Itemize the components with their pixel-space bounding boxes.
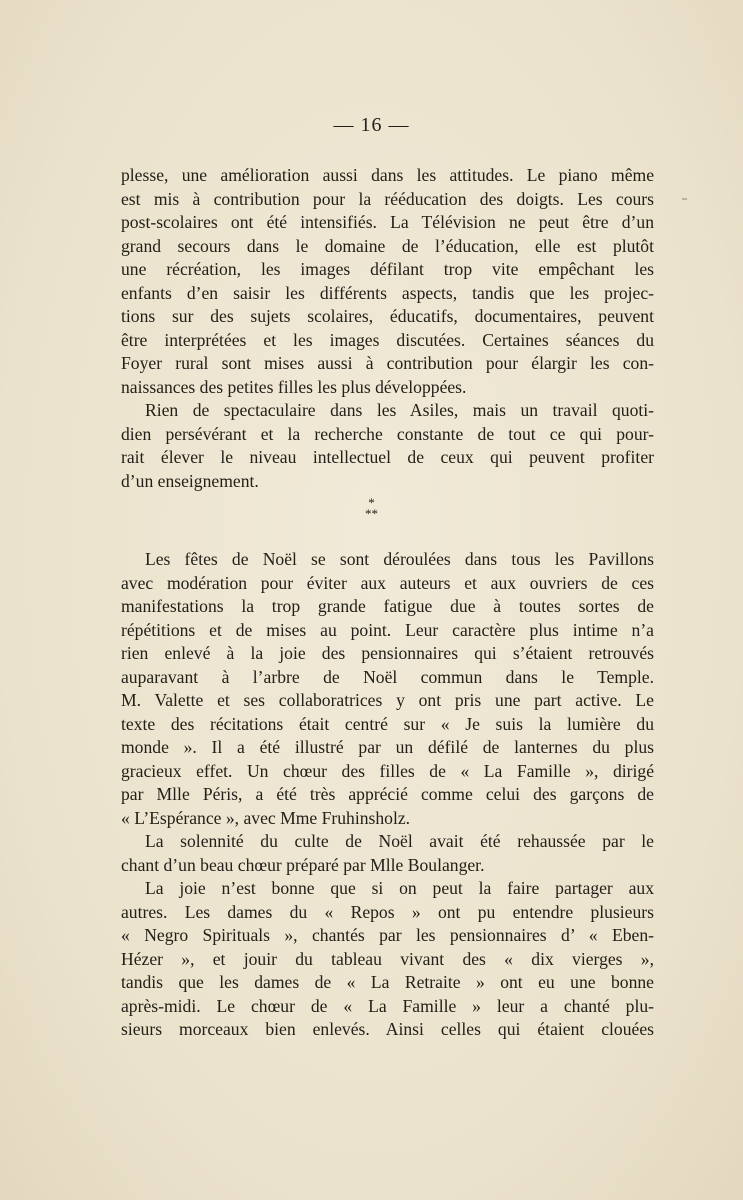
text-line: chant d’un beau chœur préparé par Mlle Boulanger.: [121, 854, 485, 875]
text-line: enfants d’en saisir les différents aspects, tandis que les projec-: [121, 282, 654, 303]
text-line: avec modération pour éviter aux auteurs et aux ouvriers de ces: [121, 572, 654, 593]
section-break-asterism: [0, 497, 743, 519]
text-line: « Negro Spirituals », chantés par les pensionnaires d’ « Eben-: [121, 925, 654, 945]
text-line: post-scolaires ont été intensifiés. La Télévision ne peut être d’un: [121, 212, 654, 232]
text-line: monde ». Il a été illustré par un défilé de lanternes du plus: [121, 737, 654, 757]
text-line: Rien de spectaculaire dans les Asiles, mais un travail quoti-: [145, 400, 654, 420]
text-line: être interprétées et les images discutées. Certaines séances du: [121, 329, 654, 350]
text-line: La joie n’est bonne que si on peut la faire partager aux: [145, 878, 654, 898]
text-block-after-break: [121, 548, 654, 1042]
text-line: gracieux effet. Un chœur des filles de « La Famille », dirigé: [121, 760, 654, 781]
page-number: — 16 —: [333, 114, 410, 136]
text-line: après-midi. Le chœur de « La Famille » leur a chanté plu-: [121, 995, 654, 1016]
text-line: La solennité du culte de Noël avait été rehaussée par le: [145, 831, 654, 851]
text-line: texte des récitations était centré sur « Je suis la lumière du: [121, 713, 654, 734]
asterism-bottom: **: [365, 506, 378, 521]
text-line: M. Valette et ses collaboratrices y ont pris une part active. Le: [121, 690, 654, 710]
text-line: plesse, une amélioration aussi dans les attitudes. Le piano même: [121, 165, 654, 185]
asterism-top: *: [368, 495, 375, 510]
text-line: Foyer rural sont mises aussi à contribution pour élargir les con-: [121, 353, 654, 373]
text-line: auparavant à l’arbre de Noël commun dans le Temple.: [121, 666, 654, 687]
text-line: Hézer », et jouir du tableau vivant des « dix vierges »,: [121, 948, 654, 969]
text-line: naissances des petites filles les plus développées.: [121, 376, 467, 397]
text-line: rien enlevé à la joie des pensionnaires qui s’étaient retrouvés: [121, 643, 654, 663]
text-line: tandis que les dames de « La Retraite » ont eu une bonne: [121, 972, 654, 992]
text-line: manifestations la trop grande fatigue due à toutes sortes de: [121, 596, 654, 616]
text-line: tions sur des sujets scolaires, éducatifs, documentaires, peuvent: [121, 306, 654, 326]
text-line: d’un enseignement.: [121, 470, 259, 491]
text-line: rait élever le niveau intellectuel de ceux qui peuvent profiter: [121, 447, 654, 467]
text-line: dien persévérant et la recherche constante de tout ce qui pour-: [121, 423, 654, 444]
text-line: « L’Espérance », avec Mme Fruhinsholz.: [121, 807, 411, 828]
text-line: autres. Les dames du « Repos » ont pu entendre plusieurs: [121, 901, 654, 922]
text-line: sieurs morceaux bien enlevés. Ainsi celles qui étaient clouées: [121, 1019, 654, 1039]
text-line: répétitions et de mises au point. Leur caractère plus intime n’a: [121, 619, 654, 640]
text-line: par Mlle Péris, a été très apprécié comme celui des garçons de: [121, 784, 654, 804]
text-line: une récréation, les images défilant trop vite empêchant les: [121, 259, 654, 279]
margin-mark: [682, 198, 687, 200]
text-line: est mis à contribution pour la rééducation des doigts. Les cours: [121, 188, 654, 209]
text-line: grand secours dans le domaine de l’éducation, elle est plutôt: [121, 235, 654, 256]
text-block-before-break: [121, 164, 654, 493]
text-line: Les fêtes de Noël se sont déroulées dans tous les Pavillons: [145, 549, 654, 569]
